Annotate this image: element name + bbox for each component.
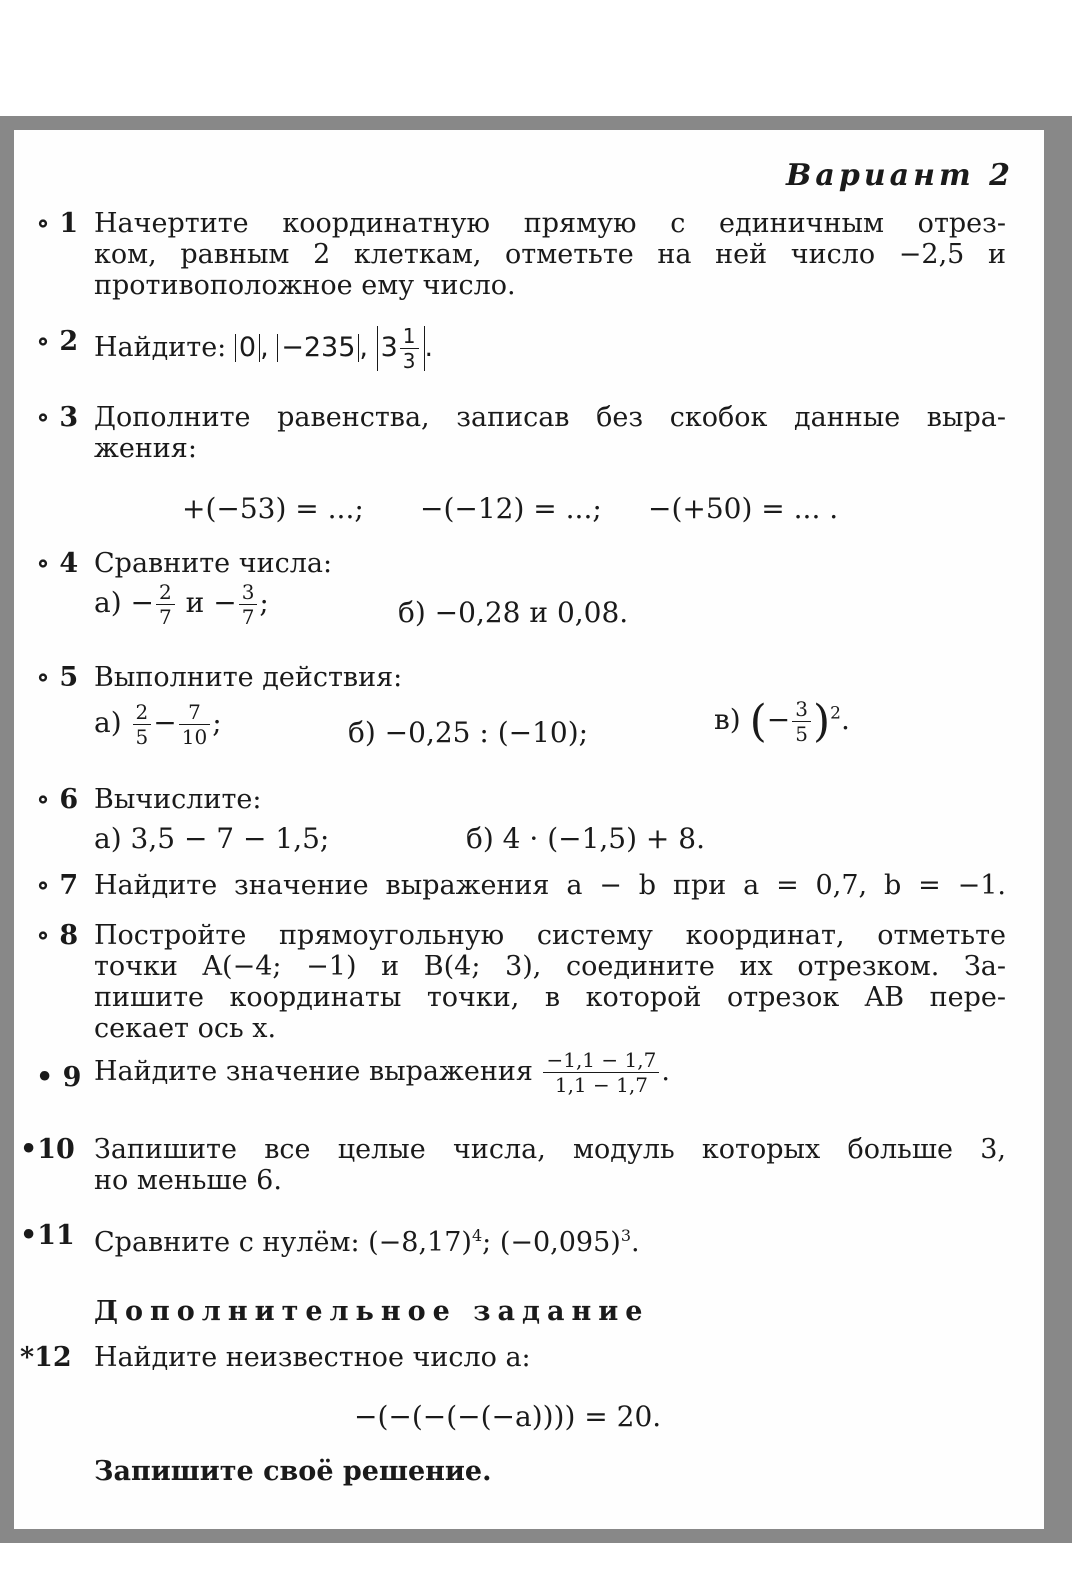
frac-num: 2 bbox=[156, 582, 175, 605]
task-5-part-a: а) $\frac{2}{5}$ − $\frac{7}{10}$ ; bbox=[94, 700, 222, 749]
frac-num: 3 bbox=[792, 699, 811, 722]
task-12-equation: −(−(−(−(−a)))) = 20. bbox=[354, 1400, 662, 1433]
mixed-numerator: 1 bbox=[400, 326, 419, 349]
task-10-line-1: Запишите все целые числа, модуль которых больше 3, bbox=[94, 1134, 1006, 1165]
task-11-number: •11 bbox=[20, 1220, 75, 1251]
task-10-line-2: но меньше 6. bbox=[94, 1165, 282, 1196]
frac-num: 3 bbox=[239, 582, 258, 605]
task-7-number: ∘ 7 bbox=[36, 870, 79, 901]
variant-title: Вариант 2 bbox=[786, 158, 1014, 193]
task-8-line-3: пишите координаты точки, в которой отрезок AB пере- bbox=[94, 982, 1006, 1013]
frac-num: 7 bbox=[179, 702, 210, 725]
task-4-a-label: а) bbox=[94, 586, 122, 619]
task-11-text: Сравните с нулём: bbox=[94, 1227, 360, 1258]
task-3-line-2: жения: bbox=[94, 433, 197, 464]
task-12-text: Найдите неизвестное число a: bbox=[94, 1342, 531, 1373]
task-4-part-a: а) − $\frac{2}{7}$ и − $\frac{3}{7}$ ; bbox=[94, 580, 269, 629]
frac-den: 5 bbox=[795, 722, 808, 746]
worksheet: Вариант 2 ∘ 1 Начертите координатную прямую с единичным отрез- ком, равным 2 клеткам, отметьте на ней число −2,5 и противоположное ему число. ∘ 2 Найдите: 0 , −235 , 3 $\frac{1}{3}$ . ∘ 3 Дополните равенства, записав без скобок данные выра- жения: +(−53) = ...; −(−12) = ...; −(+50) = ... . ∘ 4 Сравните числа: а) − $\frac{2}{7}$ и − $\frac{3}{7}$ ; б) −0,28 и 0,08. ∘ 5 Выполните действия: а) $\frac{2}{5}$ − $\frac{7}{10}$ ; б) −0,25 : (−10); в) (− $\frac{3}{5}$ )$^2$. ∘ 6 Вычислите: а) 3,5 − 7 − 1,5; б) 4 · (−1,5) + 8. ∘ 7 Найдите значение выражения a − b при a = 0,7, b = −1. ∘ 8 Постройте прямоугольную систему координат, отметьте точки A(−4; −1) и B(4; 3), соедините их отрезком. За- пишите координаты точки, в которой отрезок AB пере- секает ось x. • 9 Найдите значение выражения $\frac{-1,1 - 1,7}{1,1 - 1,7}$ . •10 Запишите все целые числа, модуль которых больше 3, но меньше 6. •11 Сравните с нулём: $(-8,17)^4$; $(-0,095)^3$. Дополнительное задание *12 Найдите неизвестное число a: −(−(−(−(−a)))) = 20. Запишите своё решение. bbox=[14, 130, 1044, 1529]
task-11-power-2: 3 bbox=[620, 1226, 632, 1245]
frac-num: 2 bbox=[133, 702, 152, 725]
task-10-number: •10 bbox=[20, 1134, 75, 1165]
frac-den: 7 bbox=[159, 605, 172, 629]
task-1-line-1: Начертите координатную прямую с единичным отрез- bbox=[94, 208, 1006, 239]
task-8-line-1: Постройте прямоугольную систему координат, отметьте bbox=[94, 920, 1006, 951]
frac-den: 10 bbox=[181, 725, 208, 749]
task-2-text: Найдите: bbox=[94, 332, 227, 363]
task-9-numerator: −1,1 − 1,7 bbox=[543, 1050, 659, 1073]
task-11-expr-1: (−8,17) bbox=[368, 1227, 472, 1258]
task-5-c-label: в) bbox=[714, 703, 741, 736]
task-8-number: ∘ 8 bbox=[36, 920, 79, 951]
abs-zero: 0 bbox=[235, 334, 260, 362]
frac-den: 7 bbox=[241, 605, 255, 629]
task-3-expr-2: −(−12) = ...; bbox=[420, 492, 602, 525]
mixed-denominator: 3 bbox=[402, 349, 416, 373]
task-3-line-1: Дополните равенства, записав без скобок данные выра- bbox=[94, 402, 1006, 433]
task-1-line-2: ком, равным 2 клеткам, отметьте на ней число −2,5 и bbox=[94, 239, 1006, 270]
frac-den: 5 bbox=[135, 725, 149, 749]
task-3-expr-3: −(+50) = ... . bbox=[648, 492, 839, 525]
task-4-number: ∘ 4 bbox=[36, 548, 79, 579]
task-9-number: • 9 bbox=[36, 1062, 82, 1093]
task-6-text: Вычислите: bbox=[94, 784, 262, 815]
task-8-line-2: точки A(−4; −1) и B(4; 3), соедините их отрезком. За- bbox=[94, 951, 1006, 982]
task-9-denominator: 1,1 − 1,7 bbox=[554, 1073, 648, 1097]
task-2-number: ∘ 2 bbox=[36, 326, 79, 357]
task-4-a-and: и bbox=[185, 586, 205, 619]
task-4-text: Сравните числа: bbox=[94, 548, 333, 579]
extra-task-heading: Дополнительное задание bbox=[94, 1296, 650, 1327]
task-1-number: ∘ 1 bbox=[36, 208, 79, 239]
task-5-part-b: б) −0,25 : (−10); bbox=[348, 716, 589, 749]
task-8-line-4: секает ось x. bbox=[94, 1013, 277, 1044]
mixed-whole: 3 bbox=[380, 332, 398, 363]
task-1-line-3: противоположное ему число. bbox=[94, 270, 516, 301]
task-6-part-b: б) 4 · (−1,5) + 8. bbox=[466, 822, 706, 855]
task-6-number: ∘ 6 bbox=[36, 784, 79, 815]
task-6-part-a: а) 3,5 − 7 − 1,5; bbox=[94, 822, 330, 855]
abs-neg-235: −235 bbox=[277, 334, 359, 362]
task-11-power-1: 4 bbox=[471, 1226, 483, 1245]
abs-mixed-number bbox=[377, 326, 425, 371]
task-5-text: Выполните действия: bbox=[94, 662, 403, 693]
task-11-expr-2: (−0,095) bbox=[499, 1227, 621, 1258]
task-3-expr-1: +(−53) = ...; bbox=[182, 492, 364, 525]
task-12-number: *12 bbox=[20, 1342, 72, 1373]
task-5-a-label: а) bbox=[94, 706, 122, 739]
task-3-number: ∘ 3 bbox=[36, 402, 79, 433]
task-9-text: Найдите значение выражения bbox=[94, 1056, 533, 1087]
task-5-number: ∘ 5 bbox=[36, 662, 79, 693]
task-7-text: Найдите значение выражения a − b при a = 0,7, b = −1. bbox=[94, 870, 1006, 901]
task-5-part-c: в) (− $\frac{3}{5}$ )$^2$. bbox=[714, 696, 850, 747]
task-12-note: Запишите своё решение. bbox=[94, 1456, 492, 1487]
task-5-c-exponent: 2 bbox=[830, 703, 841, 724]
page-frame bbox=[0, 116, 1072, 1543]
task-4-part-b: б) −0,28 и 0,08. bbox=[398, 596, 629, 629]
